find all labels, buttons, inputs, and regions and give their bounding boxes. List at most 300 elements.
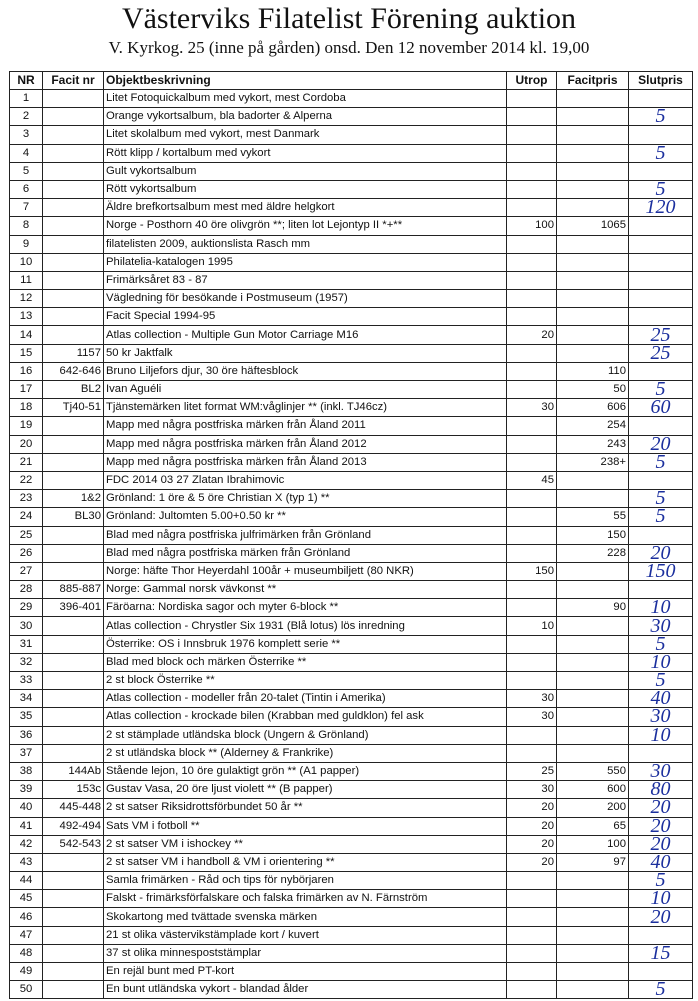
description-cell: Ivan Aguéli: [104, 381, 507, 399]
facit-price-cell: 100: [557, 835, 629, 853]
facit-number-cell: [43, 90, 104, 108]
lot-number-cell: 48: [10, 944, 43, 962]
table-row: [10, 126, 693, 144]
facit-number-cell: [43, 744, 104, 762]
description-cell: FDC 2014 03 27 Zlatan Ibrahimovic: [104, 471, 507, 489]
facit-number-cell: [43, 180, 104, 198]
final-price-cell: 5: [629, 453, 693, 471]
final-price-cell: 5: [629, 381, 693, 399]
facit-price-cell: [557, 708, 629, 726]
final-price-cell: [629, 362, 693, 380]
facit-price-cell: 550: [557, 762, 629, 780]
table-row: [10, 817, 693, 835]
final-price-cell: 25: [629, 344, 693, 362]
facit-number-cell: [43, 926, 104, 944]
facit-number-cell: [43, 253, 104, 271]
facit-number-cell: [43, 199, 104, 217]
lot-number-cell: 45: [10, 890, 43, 908]
utrop-price-cell: [507, 362, 557, 380]
lot-number-cell: 10: [10, 253, 43, 271]
column-header-description: Objektbeskrivning: [104, 72, 507, 90]
facit-number-cell: [43, 635, 104, 653]
description-cell: Falskt - frimärksförfalskare och falska frimärken av N. Färnström: [104, 890, 507, 908]
lot-number-cell: 42: [10, 835, 43, 853]
facit-number-cell: [43, 617, 104, 635]
description-cell: 50 kr Jaktfalk: [104, 344, 507, 362]
facit-price-cell: [557, 926, 629, 944]
facit-price-cell: [557, 180, 629, 198]
final-price-cell: [629, 126, 693, 144]
utrop-price-cell: [507, 162, 557, 180]
final-price-cell: [629, 271, 693, 289]
description-cell: 2 st satser VM i handboll & VM i orientering **: [104, 853, 507, 871]
table-row: [10, 326, 693, 344]
table-row: [10, 726, 693, 744]
utrop-price-cell: [507, 126, 557, 144]
facit-price-cell: 1065: [557, 217, 629, 235]
final-price-cell: 20: [629, 544, 693, 562]
lot-number-cell: 5: [10, 162, 43, 180]
description-cell: 37 st olika minnespoststämplar: [104, 944, 507, 962]
table-row: [10, 872, 693, 890]
lot-number-cell: 15: [10, 344, 43, 362]
table-row: [10, 90, 693, 108]
utrop-price-cell: [507, 180, 557, 198]
facit-number-cell: [43, 944, 104, 962]
lot-number-cell: 32: [10, 653, 43, 671]
table-row: [10, 617, 693, 635]
utrop-price-cell: [507, 526, 557, 544]
table-row: [10, 908, 693, 926]
utrop-price-cell: 45: [507, 471, 557, 489]
final-price-cell: 150: [629, 562, 693, 580]
table-row: [10, 435, 693, 453]
table-row: [10, 235, 693, 253]
table-row: [10, 708, 693, 726]
table-row: [10, 144, 693, 162]
facit-number-cell: [43, 126, 104, 144]
facit-price-cell: 238+: [557, 453, 629, 471]
lot-number-cell: 34: [10, 690, 43, 708]
description-cell: Rött klipp / kortalbum med vykort: [104, 144, 507, 162]
lot-number-cell: 44: [10, 872, 43, 890]
facit-price-cell: [557, 344, 629, 362]
table-row: [10, 362, 693, 380]
lot-number-cell: 1: [10, 90, 43, 108]
lot-number-cell: 43: [10, 853, 43, 871]
description-cell: Bruno Liljefors djur, 30 öre häftesblock: [104, 362, 507, 380]
lot-number-cell: 16: [10, 362, 43, 380]
lot-number-cell: 6: [10, 180, 43, 198]
utrop-price-cell: [507, 435, 557, 453]
final-price-cell: 30: [629, 617, 693, 635]
description-cell: 2 st satser Riksidrottsförbundet 50 år **: [104, 799, 507, 817]
final-price-cell: [629, 90, 693, 108]
page-title: Västerviks Filatelist Förening auktion: [121, 2, 577, 35]
description-cell: Färöarna: Nordiska sagor och myter 6-block **: [104, 599, 507, 617]
facit-price-cell: [557, 126, 629, 144]
facit-number-cell: 492-494: [43, 817, 104, 835]
utrop-price-cell: 25: [507, 762, 557, 780]
final-price-cell: 15: [629, 944, 693, 962]
facit-number-cell: [43, 653, 104, 671]
table-row: [10, 672, 693, 690]
description-cell: Mapp med några postfriska märken från Åland 2011: [104, 417, 507, 435]
lot-number-cell: 50: [10, 981, 43, 999]
facit-number-cell: [43, 853, 104, 871]
lot-number-cell: 19: [10, 417, 43, 435]
final-price-cell: 80: [629, 781, 693, 799]
utrop-price-cell: [507, 581, 557, 599]
facit-number-cell: [43, 417, 104, 435]
facit-price-cell: 243: [557, 435, 629, 453]
final-price-cell: 5: [629, 672, 693, 690]
facit-price-cell: [557, 890, 629, 908]
table-row: [10, 981, 693, 999]
description-cell: Philatelia-katalogen 1995: [104, 253, 507, 271]
description-cell: Österrike: OS i Innsbruk 1976 komplett serie **: [104, 635, 507, 653]
table-row: [10, 290, 693, 308]
facit-price-cell: [557, 326, 629, 344]
table-row: [10, 653, 693, 671]
facit-price-cell: 600: [557, 781, 629, 799]
lot-number-cell: 17: [10, 381, 43, 399]
final-price-cell: 5: [629, 180, 693, 198]
final-price-cell: 20: [629, 435, 693, 453]
lot-number-cell: 46: [10, 908, 43, 926]
facit-price-cell: [557, 253, 629, 271]
description-cell: Grönland: Jultomten 5.00+0.50 kr **: [104, 508, 507, 526]
column-header-facitpris: Facitpris: [557, 72, 629, 90]
description-cell: Vägledning för besökande i Postmuseum (1957): [104, 290, 507, 308]
utrop-price-cell: 100: [507, 217, 557, 235]
utrop-price-cell: [507, 944, 557, 962]
final-price-cell: [629, 581, 693, 599]
description-cell: Gult vykortsalbum: [104, 162, 507, 180]
final-price-cell: [629, 162, 693, 180]
lot-number-cell: 3: [10, 126, 43, 144]
description-cell: 2 st satser VM i ishockey **: [104, 835, 507, 853]
table-header-row: [10, 72, 693, 90]
utrop-price-cell: 30: [507, 690, 557, 708]
final-price-cell: 5: [629, 981, 693, 999]
facit-price-cell: [557, 562, 629, 580]
facit-number-cell: [43, 308, 104, 326]
table-row: [10, 762, 693, 780]
table-row: [10, 890, 693, 908]
final-price-cell: 5: [629, 490, 693, 508]
lot-number-cell: 23: [10, 490, 43, 508]
description-cell: Litet Fotoquickalbum med vykort, mest Cordoba: [104, 90, 507, 108]
lot-number-cell: 49: [10, 963, 43, 981]
utrop-price-cell: [507, 308, 557, 326]
final-price-cell: 10: [629, 890, 693, 908]
description-cell: Sats VM i fotboll **: [104, 817, 507, 835]
utrop-price-cell: 30: [507, 708, 557, 726]
facit-number-cell: 445-448: [43, 799, 104, 817]
lot-number-cell: 7: [10, 199, 43, 217]
facit-number-cell: [43, 326, 104, 344]
description-cell: Norge: Gammal norsk vävkonst **: [104, 581, 507, 599]
utrop-price-cell: [507, 544, 557, 562]
table-row: [10, 471, 693, 489]
description-cell: 2 st utländska block ** (Alderney & Frankrike): [104, 744, 507, 762]
facit-number-cell: [43, 471, 104, 489]
final-price-cell: 20: [629, 817, 693, 835]
table-row: [10, 417, 693, 435]
final-price-cell: 40: [629, 853, 693, 871]
facit-number-cell: [43, 453, 104, 471]
table-row: [10, 581, 693, 599]
facit-number-cell: BL2: [43, 381, 104, 399]
facit-price-cell: 228: [557, 544, 629, 562]
lot-number-cell: 38: [10, 762, 43, 780]
lot-number-cell: 8: [10, 217, 43, 235]
lot-number-cell: 11: [10, 271, 43, 289]
facit-number-cell: [43, 544, 104, 562]
final-price-cell: [629, 217, 693, 235]
page-subtitle: V. Kyrkog. 25 (inne på gården) onsd. Den 12 november 2014 kl. 19,00: [108, 38, 590, 57]
facit-price-cell: [557, 872, 629, 890]
facit-price-cell: 254: [557, 417, 629, 435]
facit-price-cell: [557, 144, 629, 162]
facit-price-cell: [557, 90, 629, 108]
final-price-cell: 20: [629, 799, 693, 817]
utrop-price-cell: 20: [507, 853, 557, 871]
description-cell: Blad med några postfriska märken från Grönland: [104, 544, 507, 562]
description-cell: Atlas collection - Multiple Gun Motor Carriage M16: [104, 326, 507, 344]
lot-number-cell: 12: [10, 290, 43, 308]
facit-price-cell: [557, 672, 629, 690]
final-price-cell: [629, 290, 693, 308]
table-row: [10, 308, 693, 326]
lot-number-cell: 28: [10, 581, 43, 599]
lot-number-cell: 9: [10, 235, 43, 253]
utrop-price-cell: [507, 872, 557, 890]
final-price-cell: [629, 253, 693, 271]
description-cell: Atlas collection - modeller från 20-talet (Tintin i Amerika): [104, 690, 507, 708]
table-row: [10, 381, 693, 399]
final-price-cell: [629, 417, 693, 435]
facit-price-cell: [557, 199, 629, 217]
facit-price-cell: [557, 290, 629, 308]
utrop-price-cell: [507, 144, 557, 162]
final-price-cell: [629, 744, 693, 762]
table-row: [10, 217, 693, 235]
lot-number-cell: 31: [10, 635, 43, 653]
facit-price-cell: [557, 162, 629, 180]
lot-number-cell: 24: [10, 508, 43, 526]
facit-price-cell: 606: [557, 399, 629, 417]
description-cell: Frimärksåret 83 - 87: [104, 271, 507, 289]
column-header-nr: NR: [10, 72, 43, 90]
table-row: [10, 399, 693, 417]
utrop-price-cell: [507, 926, 557, 944]
utrop-price-cell: [507, 453, 557, 471]
table-row: [10, 562, 693, 580]
description-cell: Atlas collection - krockade bilen (Krabban med guldklon) fel ask: [104, 708, 507, 726]
table-row: [10, 744, 693, 762]
lot-number-cell: 22: [10, 471, 43, 489]
description-cell: En bunt utländska vykort - blandad ålder: [104, 981, 507, 999]
description-cell: Gustav Vasa, 20 öre ljust violett ** (B papper): [104, 781, 507, 799]
facit-price-cell: 200: [557, 799, 629, 817]
utrop-price-cell: 10: [507, 617, 557, 635]
table-row: [10, 944, 693, 962]
utrop-price-cell: [507, 981, 557, 999]
facit-number-cell: [43, 890, 104, 908]
table-row: [10, 635, 693, 653]
table-row: [10, 835, 693, 853]
final-price-cell: [629, 235, 693, 253]
lot-number-cell: 29: [10, 599, 43, 617]
description-cell: Facit Special 1994-95: [104, 308, 507, 326]
facit-price-cell: [557, 271, 629, 289]
final-price-cell: [629, 926, 693, 944]
facit-number-cell: [43, 726, 104, 744]
lot-number-cell: 14: [10, 326, 43, 344]
facit-price-cell: 50: [557, 381, 629, 399]
description-cell: Litet skolalbum med vykort, mest Danmark: [104, 126, 507, 144]
utrop-price-cell: [507, 235, 557, 253]
facit-price-cell: 150: [557, 526, 629, 544]
final-price-cell: [629, 526, 693, 544]
table-row: [10, 781, 693, 799]
utrop-price-cell: 20: [507, 326, 557, 344]
facit-number-cell: 1157: [43, 344, 104, 362]
table-row: [10, 344, 693, 362]
facit-price-cell: [557, 653, 629, 671]
description-cell: Skokartong med tvättade svenska märken: [104, 908, 507, 926]
description-cell: Stående lejon, 10 öre gulaktigt grön ** (A1 papper): [104, 762, 507, 780]
final-price-cell: 5: [629, 635, 693, 653]
utrop-price-cell: [507, 271, 557, 289]
facit-price-cell: 90: [557, 599, 629, 617]
utrop-price-cell: [507, 726, 557, 744]
lot-number-cell: 27: [10, 562, 43, 580]
description-cell: filatelisten 2009, auktionslista Rasch mm: [104, 235, 507, 253]
facit-price-cell: [557, 944, 629, 962]
lot-number-cell: 26: [10, 544, 43, 562]
description-cell: 21 st olika västervikstämplade kort / kuvert: [104, 926, 507, 944]
facit-price-cell: [557, 617, 629, 635]
utrop-price-cell: [507, 508, 557, 526]
final-price-cell: 60: [629, 399, 693, 417]
facit-number-cell: [43, 872, 104, 890]
utrop-price-cell: [507, 490, 557, 508]
description-cell: Blad med block och märken Österrike **: [104, 653, 507, 671]
facit-number-cell: 885-887: [43, 581, 104, 599]
facit-price-cell: [557, 963, 629, 981]
facit-number-cell: 144Ab: [43, 762, 104, 780]
table-row: [10, 180, 693, 198]
facit-price-cell: [557, 726, 629, 744]
facit-number-cell: [43, 981, 104, 999]
description-cell: Mapp med några postfriska märken från Åland 2013: [104, 453, 507, 471]
facit-price-cell: [557, 635, 629, 653]
table-row: [10, 271, 693, 289]
facit-number-cell: BL30: [43, 508, 104, 526]
facit-number-cell: [43, 217, 104, 235]
table-row: [10, 508, 693, 526]
final-price-cell: 5: [629, 872, 693, 890]
facit-number-cell: [43, 271, 104, 289]
facit-number-cell: [43, 108, 104, 126]
facit-number-cell: Tj40-51: [43, 399, 104, 417]
table-row: [10, 799, 693, 817]
table-row: [10, 853, 693, 871]
description-cell: Norge - Posthorn 40 öre olivgrön **; liten lot Lejontyp II *+**: [104, 217, 507, 235]
column-header-utrop: Utrop: [507, 72, 557, 90]
utrop-price-cell: [507, 290, 557, 308]
table-row: [10, 162, 693, 180]
facit-number-cell: 542-543: [43, 835, 104, 853]
table-row: [10, 963, 693, 981]
utrop-price-cell: [507, 344, 557, 362]
utrop-price-cell: 150: [507, 562, 557, 580]
column-header-slutpris: Slutpris: [629, 72, 693, 90]
utrop-price-cell: [507, 653, 557, 671]
facit-price-cell: 97: [557, 853, 629, 871]
facit-number-cell: 153c: [43, 781, 104, 799]
description-cell: Blad med några postfriska julfrimärken från Grönland: [104, 526, 507, 544]
final-price-cell: 10: [629, 653, 693, 671]
table-row: [10, 108, 693, 126]
lot-number-cell: 39: [10, 781, 43, 799]
lot-number-cell: 37: [10, 744, 43, 762]
facit-number-cell: 396-401: [43, 599, 104, 617]
description-cell: 2 st block Österrike **: [104, 672, 507, 690]
utrop-price-cell: [507, 199, 557, 217]
column-header-facit-nr: Facit nr: [43, 72, 104, 90]
utrop-price-cell: [507, 890, 557, 908]
facit-price-cell: [557, 490, 629, 508]
lot-number-cell: 20: [10, 435, 43, 453]
facit-number-cell: [43, 526, 104, 544]
lot-number-cell: 40: [10, 799, 43, 817]
utrop-price-cell: 20: [507, 817, 557, 835]
table-row: [10, 526, 693, 544]
facit-price-cell: [557, 581, 629, 599]
description-cell: Orange vykortsalbum, bla badorter & Alperna: [104, 108, 507, 126]
final-price-cell: 5: [629, 508, 693, 526]
lot-number-cell: 21: [10, 453, 43, 471]
facit-number-cell: [43, 672, 104, 690]
final-price-cell: 40: [629, 690, 693, 708]
lot-number-cell: 18: [10, 399, 43, 417]
facit-number-cell: [43, 144, 104, 162]
facit-number-cell: [43, 708, 104, 726]
facit-price-cell: [557, 308, 629, 326]
final-price-cell: 5: [629, 108, 693, 126]
facit-price-cell: [557, 471, 629, 489]
utrop-price-cell: [507, 744, 557, 762]
lot-number-cell: 35: [10, 708, 43, 726]
final-price-cell: 10: [629, 726, 693, 744]
utrop-price-cell: [507, 599, 557, 617]
utrop-price-cell: [507, 108, 557, 126]
utrop-price-cell: [507, 963, 557, 981]
table-row: [10, 253, 693, 271]
lot-number-cell: 36: [10, 726, 43, 744]
facit-number-cell: [43, 562, 104, 580]
facit-price-cell: [557, 908, 629, 926]
final-price-cell: 30: [629, 708, 693, 726]
final-price-cell: 25: [629, 326, 693, 344]
utrop-price-cell: 30: [507, 781, 557, 799]
utrop-price-cell: [507, 635, 557, 653]
utrop-price-cell: 20: [507, 799, 557, 817]
